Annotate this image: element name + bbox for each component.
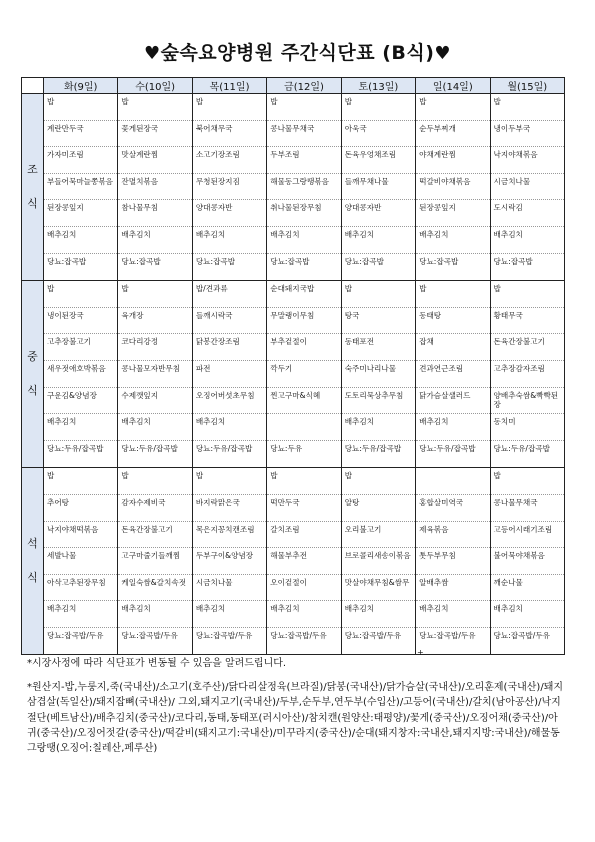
- menu-item: 배추김치: [342, 601, 415, 628]
- menu-item: 새우젓애호박볶음: [44, 361, 117, 388]
- menu-item: 배추김치: [416, 601, 489, 628]
- menu-item: 동태탕: [416, 308, 489, 335]
- menu-item: 케일숙쌈&갈치속젓: [118, 575, 191, 602]
- menu-cell: [416, 281, 490, 468]
- menu-item: 밥: [267, 94, 340, 121]
- menu-item: 찐고구마&식혜: [267, 388, 340, 415]
- day-header: 일(14일): [416, 78, 490, 94]
- menu-item: 동치미: [491, 414, 564, 441]
- menu-item: 바지락맑은국: [193, 495, 266, 522]
- menu-item: 아삭고추된장무침: [44, 575, 117, 602]
- menu-item: 낙지야채볶음: [491, 147, 564, 174]
- menu-item: 야채계란찜: [416, 147, 489, 174]
- menu-cell: [118, 468, 192, 655]
- menu-item: 제육볶음: [416, 522, 489, 549]
- menu-item: 된장콩잎지: [416, 200, 489, 227]
- menu-item: 배추김치: [416, 414, 489, 441]
- menu-item: 감자수제비국: [118, 495, 191, 522]
- menu-cell: [267, 468, 341, 655]
- menu-cell: [44, 94, 118, 281]
- menu-item: 세발나물: [44, 548, 117, 575]
- menu-cell: [192, 281, 266, 468]
- menu-item: 탕국: [342, 308, 415, 335]
- menu-item: 배추김치: [267, 227, 340, 254]
- menu-item: 황태무국: [491, 308, 564, 335]
- menu-item: 배추김치: [193, 601, 266, 628]
- menu-item: 돈육간장불고기: [118, 522, 191, 549]
- menu-item: 배추김치: [44, 227, 117, 254]
- menu-item: 소고기장조림: [193, 147, 266, 174]
- day-header: 토(13일): [341, 78, 415, 94]
- menu-item: 시금치나물: [491, 174, 564, 201]
- menu-cell: [490, 468, 564, 655]
- menu-item: 밥: [193, 468, 266, 495]
- menu-item: 당뇨:잡곡밥: [270, 256, 310, 266]
- menu-item: 고추장감자조림: [491, 361, 564, 388]
- day-header: 금(12일): [267, 78, 341, 94]
- menu-item: 냉이두부국: [491, 121, 564, 148]
- menu-cell: [192, 468, 266, 655]
- heart-icon: ♥: [434, 43, 452, 64]
- menu-item: 부추겉절이: [267, 334, 340, 361]
- menu-item: 당뇨:잡곡밥: [344, 256, 384, 266]
- menu-item: 시금치나물: [193, 575, 266, 602]
- menu-item: 밥: [416, 281, 489, 308]
- day-header-row: [22, 78, 565, 94]
- menu-item: 당뇨:두유: [270, 443, 303, 453]
- menu-item: 떡갈비야채볶음: [416, 174, 489, 201]
- menu-item: 북어채무국: [193, 121, 266, 148]
- meal-label-char: 식: [27, 571, 38, 585]
- meal-row: [22, 468, 565, 655]
- menu-item: 계란만두국: [44, 121, 117, 148]
- menu-cell: [267, 94, 341, 281]
- menu-item: 아욱국: [342, 121, 415, 148]
- corner-cell: [22, 78, 44, 94]
- menu-item: 불어묵야채볶음: [491, 548, 564, 575]
- menu-item: 된장콩잎지: [44, 200, 117, 227]
- menu-item: 브로콜리새송이볶음: [342, 548, 415, 575]
- menu-item: 밥: [118, 468, 191, 495]
- menu-item: 밥: [44, 281, 117, 308]
- menu-cell: [44, 281, 118, 468]
- menu-item: 톳두부무침: [416, 548, 489, 575]
- menu-item: 양대콩자반: [193, 200, 266, 227]
- menu-item: 순두부찌개: [416, 121, 489, 148]
- menu-item: 배추김치: [193, 227, 266, 254]
- menu-item: 당뇨:잡곡밥/두유: [195, 630, 253, 640]
- menu-item: 깍두기: [267, 361, 340, 388]
- menu-item: 밥: [342, 94, 415, 121]
- menu-cell: [341, 281, 415, 468]
- meal-label-char: 석: [27, 537, 38, 551]
- title-text: 숲속요양병원 주간식단표 (B식): [160, 42, 435, 64]
- menu-item: 당뇨:잡곡밥: [121, 256, 161, 266]
- menu-item: 양대콩자반: [342, 200, 415, 227]
- menu-item: 추어탕: [44, 495, 117, 522]
- menu-item: 밥: [44, 468, 117, 495]
- menu-item: 고추장불고기: [44, 334, 117, 361]
- menu-cell: [490, 94, 564, 281]
- day-header: 월(15일): [490, 78, 564, 94]
- menu-item: 당뇨:두유/잡곡밥: [419, 443, 476, 453]
- menu-item: 콩나물무채국: [491, 495, 564, 522]
- menu-item: 들깨시락국: [193, 308, 266, 335]
- menu-item: 해물동그랑땡볶음: [267, 174, 340, 201]
- menu-item: 두부조림: [267, 147, 340, 174]
- menu-item: 해물부추전: [267, 548, 340, 575]
- menu-item: 목은지꽁치캔조림: [193, 522, 266, 549]
- menu-item: 밥: [342, 468, 415, 495]
- menu-item: [416, 468, 489, 495]
- menu-item: 당뇨:두유/잡곡밥: [344, 443, 402, 453]
- menu-item: 맛살야채무침&쌈무: [342, 575, 415, 602]
- menu-item: 부들어묵마늘쫑볶음: [44, 174, 117, 201]
- menu-item: 돈육우엉채조림: [342, 147, 415, 174]
- menu-item: 배추김치: [267, 601, 340, 628]
- menu-item: 당뇨:잡곡밥/두유: [493, 630, 550, 640]
- menu-item: 밥: [491, 468, 564, 495]
- menu-item: 도시락김: [491, 200, 564, 227]
- menu-item: [267, 414, 340, 441]
- menu-item: 당뇨:두유/잡곡밥: [47, 443, 104, 453]
- origin-info: *원산지-밥,누룽지,죽(국내산)/소고기(호주산)/닭다리살정육(브라질)/닭봉(국내산)/닭가슴살(국내산)/오리훈제(국내산)/돼지삼겹살(독일산)/돼지잡뼈(국내산)/ 그외,돼지고기(국내산)/두부,순두부,연두부(수입산)/고등어(국내산)/갈치(남아공산)/낙지절단(베트남산)/배추김치(중국산)/코다리,동태,동태포(러시아산)/참치캔(원양산:태평양)/꽃게(중국산)/오징어채(중국산)/아귀(중국산)/오징어젓갈(중국산)/떡갈비(돼지고기:국내산)/미꾸라지(중국산)/순대(돼지창자:국내산,돼지지방:국내산)/해물동그랑땡(오징어:칠레산,페루산): [27, 682, 564, 755]
- menu-cell: [490, 281, 564, 468]
- menu-item: 콩나물무채국: [267, 121, 340, 148]
- menu-item: 수제깻잎지: [118, 388, 191, 415]
- meal-row: [22, 94, 565, 281]
- menu-item: 당뇨:잡곡밥/두유: [270, 630, 327, 640]
- menu-cell: [416, 468, 490, 655]
- menu-item: 순대돼지국밥: [267, 281, 340, 308]
- menu-item: 잔멸치볶음: [118, 174, 191, 201]
- meal-label: [22, 468, 44, 655]
- menu-item: 당뇨:잡곡밥/두유: [419, 630, 476, 640]
- menu-item: 육개장: [118, 308, 191, 335]
- menu-item: 당뇨:잡곡밥/두유: [47, 630, 104, 640]
- menu-item: 가자미조림: [44, 147, 117, 174]
- menu-cell: [267, 281, 341, 468]
- menu-item: 깨순나물: [491, 575, 564, 602]
- menu-item: 무청된장지짐: [193, 174, 266, 201]
- menu-item: 당뇨:잡곡밥: [493, 256, 533, 266]
- day-header: 화(9일): [44, 78, 118, 94]
- menu-item: 밥: [44, 94, 117, 121]
- menu-item: 낙지야채떡볶음: [44, 522, 117, 549]
- menu-cell: [118, 94, 192, 281]
- menu-item: 당뇨:두유/잡곡밥: [121, 443, 178, 453]
- menu-item: 참나물무침: [118, 200, 191, 227]
- plus-mark: +: [417, 648, 424, 657]
- menu-item: 당뇨:잡곡밥: [195, 256, 236, 266]
- menu-cell: [192, 94, 266, 281]
- menu-item: 밥/견과류: [193, 281, 266, 308]
- notes: [27, 656, 567, 756]
- meal-row: [22, 281, 565, 468]
- meal-label-char: 조: [27, 163, 38, 177]
- menu-item: 갈치조림: [267, 522, 340, 549]
- menu-item: 오징어버섯초무침: [193, 388, 266, 415]
- meal-label-char: 식: [27, 384, 38, 398]
- menu-item: 당뇨:잡곡밥/두유: [121, 630, 178, 640]
- menu-item: 두부구이&양념장: [193, 548, 266, 575]
- meal-label: [22, 94, 44, 281]
- menu-item: 도토리묵상추무침: [342, 388, 415, 415]
- menu-item: 배추김치: [342, 227, 415, 254]
- menu-item: 고등어시래기조림: [491, 522, 564, 549]
- menu-item: 당뇨:잡곡밥: [419, 256, 459, 266]
- menu-item: 당뇨:잡곡밥: [47, 256, 87, 266]
- menu-item: 닭가슴살샐러드: [416, 388, 489, 415]
- menu-cell: [44, 468, 118, 655]
- menu-item: 알탕: [342, 495, 415, 522]
- menu-item: 잡채: [416, 334, 489, 361]
- menu-cell: [341, 468, 415, 655]
- menu-item: 밥: [193, 94, 266, 121]
- menu-cell: [341, 94, 415, 281]
- menu-item: 배추김치: [416, 227, 489, 254]
- menu-item: 오이겉절이: [267, 575, 340, 602]
- menu-item: 오리불고기: [342, 522, 415, 549]
- menu-item: 견과연근조림: [416, 361, 489, 388]
- menu-item: 배추김치: [118, 601, 191, 628]
- menu-item: 고구마줄기들깨찜: [118, 548, 191, 575]
- menu-item: 콩나물모자반무침: [118, 361, 191, 388]
- page-title: [0, 38, 595, 65]
- menu-item: 당뇨:두유/잡곡밥: [493, 443, 550, 453]
- change-notice: *시장사정에 따라 식단표가 변동될 수 있음을 알려드립니다.: [27, 658, 287, 669]
- menu-item: 당뇨:잡곡밥/두유: [344, 630, 402, 640]
- menu-item: 코다리강정: [118, 334, 191, 361]
- menu-item: 떡만두국: [267, 495, 340, 522]
- heart-icon: ♥: [143, 43, 161, 64]
- menu-item: 배추김치: [491, 601, 564, 628]
- menu-item: 맛살계란찜: [118, 147, 191, 174]
- menu-item: 배추김치: [491, 227, 564, 254]
- menu-item: 닭봉간장조림: [193, 334, 266, 361]
- menu-item: 당뇨:두유/잡곡밥: [195, 443, 253, 453]
- menu-item: 배추김치: [193, 414, 266, 441]
- menu-item: 냉이된장국: [44, 308, 117, 335]
- menu-cell: [118, 281, 192, 468]
- menu-item: 배추김치: [118, 414, 191, 441]
- meal-label: [22, 281, 44, 468]
- menu-item: 홍합살미역국: [416, 495, 489, 522]
- menu-item: 들깨무채나물: [342, 174, 415, 201]
- menu-item: 밥: [491, 281, 564, 308]
- menu-item: 밥: [118, 94, 191, 121]
- menu-item: 배추김치: [44, 601, 117, 628]
- menu-item: 파전: [193, 361, 266, 388]
- menu-table: [21, 77, 565, 655]
- menu-item: 알배추쌈: [416, 575, 489, 602]
- menu-item: 숙주미나리나물: [342, 361, 415, 388]
- menu-item: 배추김치: [44, 414, 117, 441]
- menu-item: 양배추숙쌈&빡빡된장: [491, 388, 564, 415]
- meal-label-char: 중: [27, 350, 38, 364]
- day-header: 수(10일): [118, 78, 192, 94]
- menu-item: 밥: [342, 281, 415, 308]
- menu-item: 동태포전: [342, 334, 415, 361]
- menu-item: 배추김치: [342, 414, 415, 441]
- menu-item: 무말랭이무침: [267, 308, 340, 335]
- menu-item: 꽃게된장국: [118, 121, 191, 148]
- menu-item: 취나물된장무침: [267, 200, 340, 227]
- menu-item: 배추김치: [118, 227, 191, 254]
- meal-label-char: 식: [27, 197, 38, 211]
- menu-item: 밥: [267, 468, 340, 495]
- menu-cell: [416, 94, 490, 281]
- menu-item: 밥: [491, 94, 564, 121]
- menu-item: 밥: [416, 94, 489, 121]
- menu-item: 밥: [118, 281, 191, 308]
- menu-item: 돈육간장불고기: [491, 334, 564, 361]
- menu-item: 구운김&양념장: [44, 388, 117, 415]
- day-header: 목(11일): [192, 78, 266, 94]
